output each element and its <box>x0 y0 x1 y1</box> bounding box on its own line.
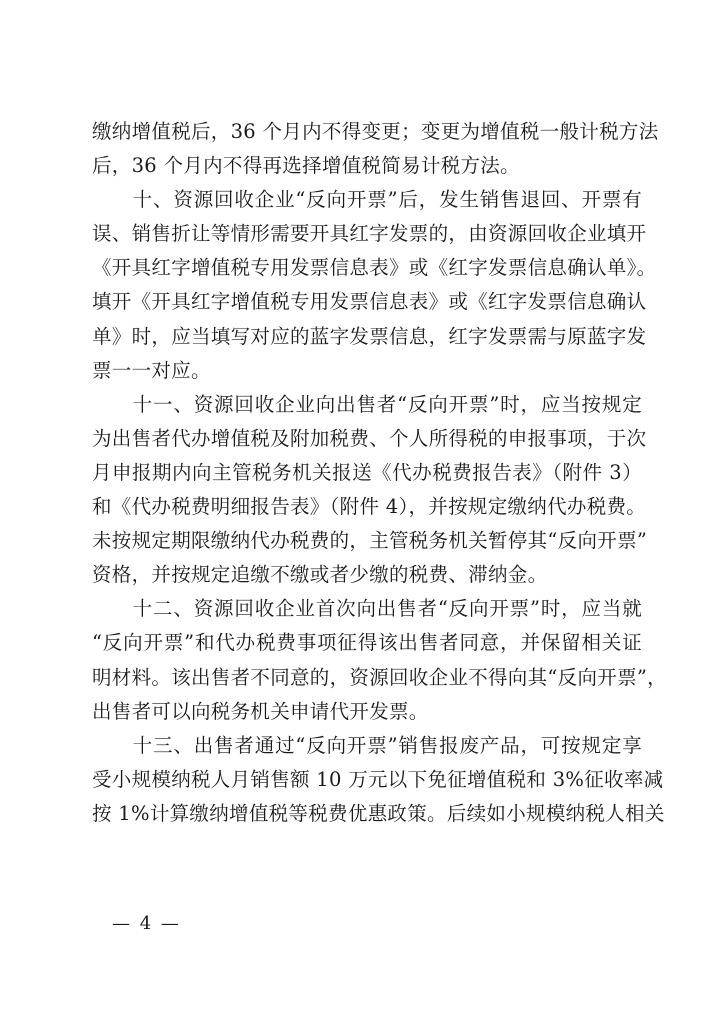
text-line: 未按规定期限缴纳代办税费的，主管税务机关暂停其“反向开票” <box>92 529 648 553</box>
text-line: 受小规模纳税人月销售额 10 万元以下免征增值税和 3%征收率减 <box>92 767 664 791</box>
text-line: 月申报期内向主管税务机关报送《代办税费报告表》（附件 3） <box>92 460 642 484</box>
text-line: 缴纳增值税后，36 个月内不得变更；变更为增值税一般计税方法 <box>92 120 659 143</box>
text-line: 明材料。该出售者不同意的，资源回收企业不得向其“反向开票”， <box>92 665 667 689</box>
page-number: — 4 — <box>112 913 181 934</box>
text-line: 十二、资源回收企业首次向出售者“反向开票”时，应当就 <box>92 597 642 621</box>
text-line: 票一一对应。 <box>92 358 211 382</box>
text-line: 按 1%计算缴纳增值税等税费优惠政策。后续如小规模纳税人相关 <box>92 801 665 825</box>
text-line: “反向开票”和代办税费事项征得该出售者同意，并保留相关证 <box>92 631 642 655</box>
text-line: 误、销售折让等情形需要开具红字发票的，由资源回收企业填开 <box>92 222 647 246</box>
text-line: 《开具红字增值税专用发票信息表》或《红字发票信息确认单》。 <box>92 256 657 280</box>
text-line: 为出售者代办增值税及附加税费、个人所得税的申报事项，于次 <box>92 426 647 450</box>
text-line: 填开《开具红字增值税专用发票信息表》或《红字发票信息确认 <box>92 290 647 314</box>
body-text <box>92 115 667 831</box>
text-line: 资格，并按规定追缴不缴或者少缴的税费、滞纳金。 <box>92 563 548 587</box>
text-line: 后，36 个月内不得再选择增值税简易计税方法。 <box>92 154 520 178</box>
text-line: 十三、出售者通过“反向开票”销售报废产品，可按规定享 <box>92 733 642 757</box>
text-line: 单》时，应当填写对应的蓝字发票信息，红字发票需与原蓝字发 <box>92 324 647 348</box>
text-line: 和《代办税费明细报告表》（附件 4），并按规定缴纳代办税费。 <box>92 495 647 519</box>
text-line: 出售者可以向税务机关申请代开发票。 <box>92 699 429 723</box>
text-line: 十、资源回收企业“反向开票”后，发生销售退回、开票有 <box>92 188 642 212</box>
text-line: 十一、资源回收企业向出售者“反向开票”时，应当按规定 <box>92 392 642 416</box>
